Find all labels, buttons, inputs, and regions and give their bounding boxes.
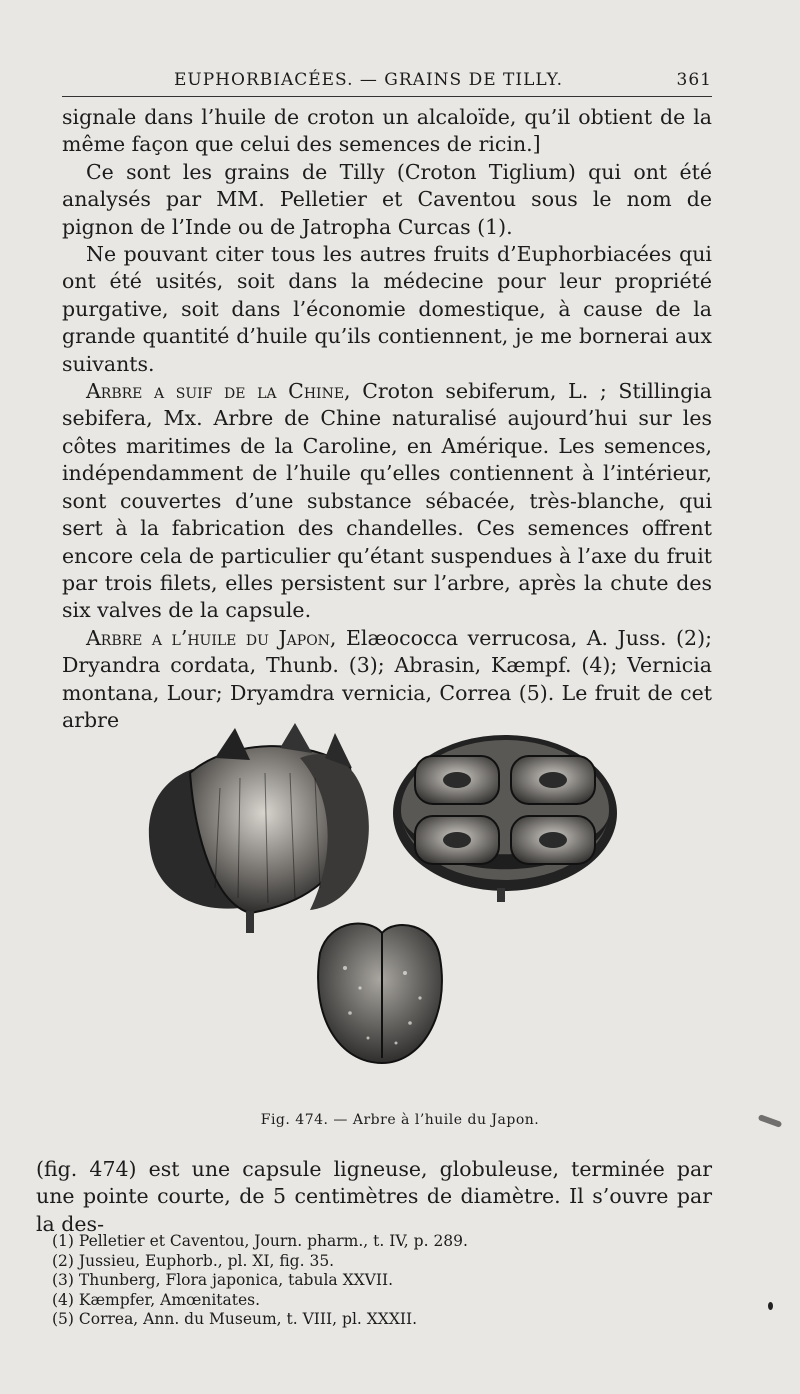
footnote-2: (2) Jussieu, Euphorb., pl. XI, fig. 35. [52,1251,335,1270]
figure-474-illustration [120,718,650,1078]
continuation-paragraph: (fig. 474) est une capsule ligneuse, globuleuse, terminée par une pointe courte, de 5 centimètres de diamètre. Il s’ouvre par la des- [36,1157,712,1236]
running-head [62,66,712,97]
footnote-1: (1) Pelletier et Caventou, Journ. pharm., t. IV, p. 289. [52,1232,468,1250]
ink-speck [768,1302,773,1310]
heading-arbre-suif: Arbre a suif de la Chine, [86,379,351,404]
text-arbre-suif: Croton sebiferum, L. ; Stillingia sebifera, Mx. Arbre de Chine naturalisé aujourd’hui sur les côtes maritimes de la Caroline, en Amérique. Les semences, indépendamment de l’huile qu’elles contiennent à l’intérieur, sont couvertes d’une substance sébacée, très-blanche, qui sert à la fabrication des chandelles. Ces semences offrent encore cela de particulier qu’étant suspendues à l’axe du fruit par trois filets, elles persistent sur l’arbre, après la chute des six valves de la capsule. [62,379,712,623]
figure-caption: Fig. 474. — Arbre à l’huile du Japon. [260,1112,540,1128]
page-number: 361 [676,70,712,90]
fruit-engraving [120,718,650,1078]
paragraph-2: Ce sont les grains de Tilly (Croton Tiglium) qui ont été analysés par MM. Pelletier et Caventou sous le nom de pignon de l’Inde ou de Jatropha Curcas (1). [62,159,712,239]
paragraph-3: Ne pouvant citer tous les autres fruits d’Euphorbiacées qui ont été usités, soit dans la médecine pour leur propriété purgative, soit dans l’économie domestique, à cause de la grande quantité d’huile qu’ils contiennent, je me bornerai aux suivants. [62,242,712,376]
footnote-5: (5) Correa, Ann. du Museum, t. VIII, pl. XXXII. [52,1310,418,1329]
paragraph-arbre-suif [62,378,712,625]
text-arbre-huile: Elæococca verrucosa, A. Juss. (2); Dryandra cordata, Thunb. (3); Abrasin, Kæmpf. (4); Vernicia montana, Lour; Dryamdra vernicia, Correa (5). Le fruit de cet arbre [62,625,712,732]
whole-capsule [149,723,369,933]
body-text [62,104,712,734]
capsule-cross-section [393,735,617,902]
footnotes [52,1232,712,1330]
running-head-title: EUPHORBIACÉES. — GRAINS DE TILLY. [174,70,564,90]
paragraph-1: signale dans l’huile de croton un alcaloïde, qu’il obtient de la même façon que celui des semences de ricin.] [62,105,712,157]
footnote-3: (3) Thunberg, Flora japonica, tabula XXVII. [52,1271,394,1290]
heading-arbre-huile: Arbre a l’huile du Japon, [86,625,337,650]
seed [318,923,442,1063]
continuation-text [36,1156,712,1238]
footnote-4: (4) Kæmpfer, Amœnitates. [52,1290,261,1309]
